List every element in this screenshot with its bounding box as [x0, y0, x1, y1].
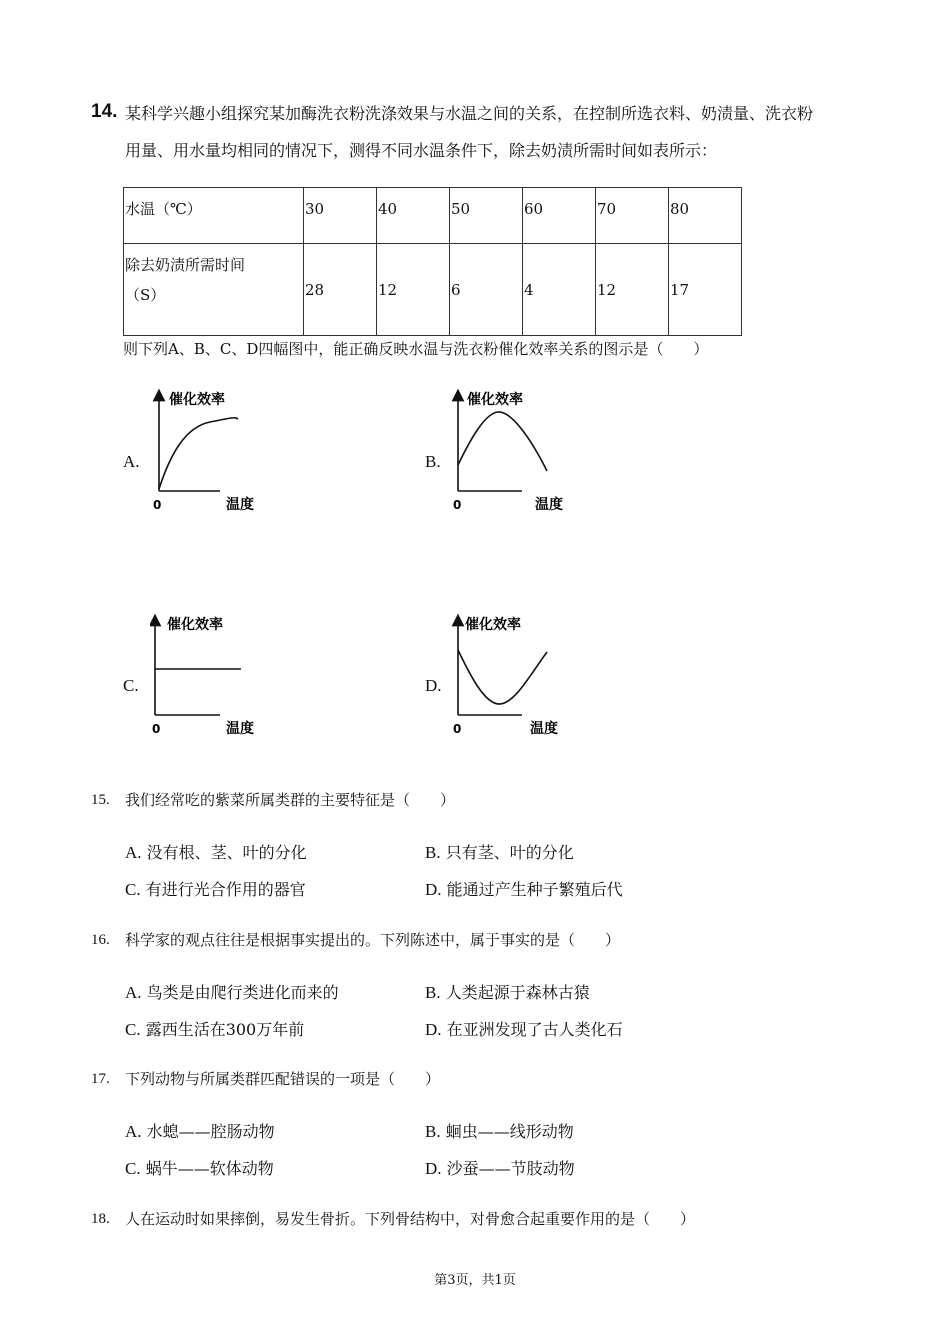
graph-d — [450, 610, 575, 740]
question-17-number: 17. — [91, 1071, 110, 1087]
y-axis-label: 催化效率 — [467, 392, 523, 408]
water-temperature-table — [123, 187, 742, 336]
question-14-stem-line2: 用量、用水量均相同的情况下，测得不同水温条件下，除去奶渍所需时间如表所示： — [125, 141, 718, 160]
graph-a-label: A. — [123, 452, 140, 471]
y-axis-label: 催化效率 — [465, 617, 521, 633]
option-text: 蜗牛——软体动物 — [145, 1159, 274, 1178]
graph-b-label: B. — [425, 452, 441, 471]
graph-b — [450, 385, 575, 515]
option-text: 沙蚕——节肢动物 — [446, 1159, 575, 1178]
option-letter: A. — [125, 843, 142, 862]
question-15-option-b[interactable] — [425, 840, 574, 863]
table-header-water-temp: 水温（℃） — [124, 188, 304, 244]
saturating-curve — [159, 418, 238, 489]
option-text: 鸟类是由爬行类进化而来的 — [146, 983, 339, 1002]
table-cell: 80 — [669, 188, 742, 244]
y-axis-label: 催化效率 — [167, 617, 223, 633]
option-text: 在亚洲发现了古人类化石 — [446, 1020, 623, 1039]
x-axis-label: 温度 — [226, 497, 254, 513]
graph-d-label: D. — [425, 676, 442, 695]
removal-time-label-line1: 除去奶渍所需时间 — [125, 256, 246, 274]
question-14-number: 14. — [91, 101, 118, 122]
option-letter: D. — [425, 1159, 442, 1178]
valley-curve — [458, 650, 547, 704]
table-header-removal-time — [124, 244, 304, 336]
graph-a — [150, 385, 275, 515]
question-15-stem: 我们经常吃的紫菜所属类群的主要特征是（ ） — [125, 791, 456, 809]
question-16-option-c[interactable] — [125, 1017, 304, 1040]
table-cell: 6 — [450, 244, 523, 336]
option-letter: B. — [425, 983, 441, 1002]
table-cell: 28 — [304, 244, 377, 336]
option-letter: C. — [125, 880, 141, 899]
x-axis-label: 温度 — [226, 721, 254, 737]
peak-curve — [458, 412, 547, 471]
question-15-number: 15. — [91, 792, 110, 808]
option-letter: D. — [425, 880, 442, 899]
question-16-option-d[interactable] — [425, 1017, 623, 1040]
x-axis-label: 温度 — [535, 497, 563, 513]
option-letter: B. — [425, 843, 441, 862]
option-text: 能通过产生种子繁殖后代 — [446, 880, 623, 899]
question-15-option-d[interactable] — [425, 877, 623, 900]
question-17-option-b[interactable] — [425, 1119, 574, 1142]
table-cell: 17 — [669, 244, 742, 336]
question-14-prompt: 则下列A、B、C、D四幅图中，能正确反映水温与洗衣粉催化效率关系的图示是（ ） — [123, 340, 709, 358]
question-14-stem-line1: 某科学兴趣小组探究某加酶洗衣粉洗涤效果与水温之间的关系，在控制所选衣料、奶渍量、洗衣粉 — [125, 104, 814, 123]
table-cell: 12 — [596, 244, 669, 336]
graph-c — [150, 610, 275, 740]
question-16-option-b[interactable] — [425, 980, 590, 1003]
table-cell: 70 — [596, 188, 669, 244]
question-15-option-c[interactable] — [125, 877, 306, 900]
question-16-number: 16. — [91, 932, 110, 948]
option-letter: B. — [425, 1122, 441, 1141]
question-15-option-a[interactable] — [125, 840, 307, 863]
origin-label: 0 — [153, 498, 162, 512]
question-16-stem: 科学家的观点往往是根据事实提出的。下列陈述中，属于事实的是（ ） — [125, 931, 621, 949]
origin-label: 0 — [152, 722, 161, 736]
y-axis-label: 催化效率 — [169, 392, 225, 408]
question-18-number: 18. — [91, 1211, 110, 1227]
table-cell: 50 — [450, 188, 523, 244]
option-text: 只有茎、叶的分化 — [445, 843, 574, 862]
question-17-option-d[interactable] — [425, 1156, 575, 1179]
option-text: 有进行光合作用的器官 — [145, 880, 306, 899]
origin-label: 0 — [453, 498, 462, 512]
removal-time-label-line2: （S） — [125, 286, 166, 304]
table-cell: 4 — [523, 244, 596, 336]
origin-label: 0 — [453, 722, 462, 736]
table-cell: 12 — [377, 244, 450, 336]
question-17-stem: 下列动物与所属类群匹配错误的一项是（ ） — [125, 1070, 441, 1088]
option-text: 蛔虫——线形动物 — [445, 1122, 574, 1141]
option-letter: C. — [125, 1020, 141, 1039]
question-18-stem: 人在运动时如果摔倒，易发生骨折。下列骨结构中，对骨愈合起重要作用的是（ ） — [125, 1210, 696, 1228]
question-17-option-c[interactable] — [125, 1156, 274, 1179]
x-axis-label: 温度 — [530, 721, 558, 737]
option-text: 水螅——腔肠动物 — [146, 1122, 275, 1141]
page-footer: 第3页，共1页 — [434, 1273, 516, 1288]
option-letter: C. — [125, 1159, 141, 1178]
option-letter: A. — [125, 983, 142, 1002]
option-text: 没有根、茎、叶的分化 — [146, 843, 307, 862]
question-17-option-a[interactable] — [125, 1119, 275, 1142]
option-letter: D. — [425, 1020, 442, 1039]
option-text: 人类起源于森林古猿 — [445, 983, 590, 1002]
table-cell: 30 — [304, 188, 377, 244]
table-cell: 40 — [377, 188, 450, 244]
graph-c-label: C. — [123, 676, 139, 695]
option-text: 露西生活在300万年前 — [145, 1020, 305, 1039]
question-16-option-a[interactable] — [125, 980, 339, 1003]
option-letter: A. — [125, 1122, 142, 1141]
table-cell: 60 — [523, 188, 596, 244]
